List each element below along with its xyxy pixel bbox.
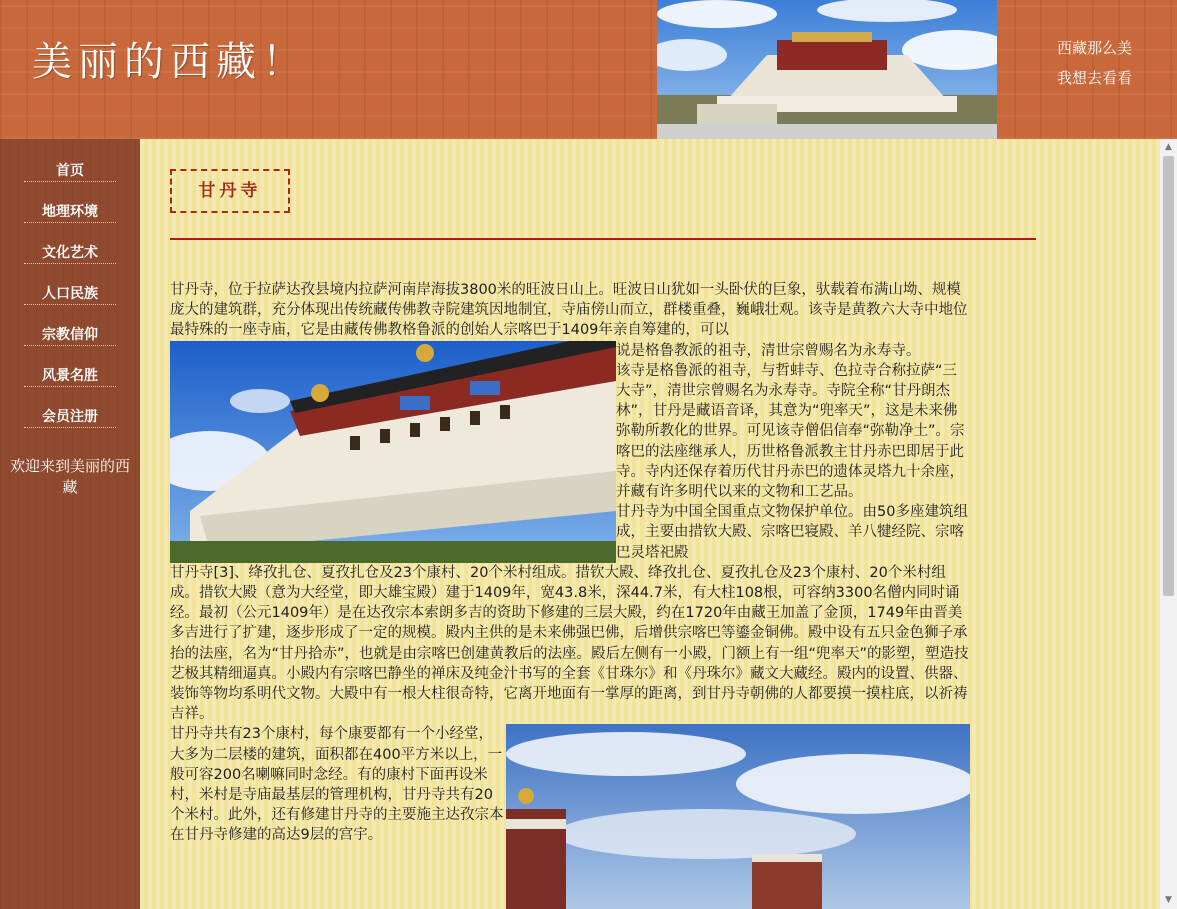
nav-scenery[interactable]: 风景名胜 (24, 359, 116, 387)
page-scrollbar[interactable] (1160, 139, 1177, 909)
site-title: 美丽的西藏！ (32, 39, 308, 85)
nav-geography[interactable]: 地理环境 (24, 195, 116, 223)
sidebar-welcome: 欢迎来到美丽的西藏 (9, 457, 130, 496)
paragraph-5: 甘丹寺共有23个康村，每个康要都有一个小经堂，大多为二层楼的建筑，面积都在400平方米以上，一般可容200名喇嘛同时念经。有的康村下面再设米村，米村是寺庙最基层的管理机构，甘丹寺共有20个米村。此外，还有修建甘丹寺的主要施主达孜宗本在甘丹寺修建的高达9层的宫宇。 (170, 726, 504, 844)
temple-photo-2 (506, 724, 970, 909)
header-tagline (1057, 33, 1132, 93)
paragraph-2: 该寺是格鲁派的祖寺，与哲蚌寺、色拉寺合称拉萨“三大寺”，清世宗曾赐名为永寿寺。寺院全称“甘丹朗杰林”，甘丹是藏语音译，其意为“兜率天”，这是未来佛弥勒所教化的世界。可见该寺僧侣信奉“弥勒净土”。宗喀巴的法座继承人，历世格鲁派教主甘丹赤巴即居于此寺。寺内还保存着历代甘丹赤巴的遗体灵塔九十余座，并藏有许多明代以来的文物和工艺品。 (616, 362, 965, 501)
temple-photo-1 (170, 341, 616, 563)
article-body (170, 280, 970, 909)
sidebar-nav (0, 139, 140, 909)
scrollbar-thumb[interactable] (1163, 156, 1174, 596)
scroll-down-icon[interactable]: ▼ (1165, 895, 1172, 905)
intro-paragraph: 甘丹寺，位于拉萨达孜县境内拉萨河南岸海拔3800米的旺波日山上。旺波日山犹如一头卧伏的巨象，驮载着布满山坳、规模庞大的建筑群，充分体现出传统藏传佛教寺院建筑因地制宜，寺庙傍山而立，群楼重叠，巍峨壮观。该寺是黄教六大寺中地位最特殊的一座寺庙，它是由藏传佛教格鲁派的创始人宗喀巴于1409年亲自筹建的，可以 (170, 282, 968, 339)
tagline-line-1: 西藏那么美 (1057, 39, 1133, 57)
nav-register[interactable]: 会员注册 (24, 400, 116, 428)
nav-home[interactable]: 首页 (24, 154, 116, 182)
scroll-up-icon[interactable]: ▲ (1165, 142, 1172, 152)
header (0, 0, 1177, 139)
page-title-tag: 甘丹寺 (170, 169, 290, 213)
header-potala-photo (657, 0, 997, 139)
paragraph-4: 甘丹寺[3]、绛孜扎仓、夏孜扎仓及23个康村、20个米村组成。措钦大殿、绛孜扎仓、夏孜扎仓及23个康村、20个米村组成。措钦大殿（意为大经堂，即大雄宝殿）建于1409年，宽43.8米，深44.7米，有大柱108根，可容纳3300名僧内同时诵经。最初（公元1409年）是在达孜宗本索朗多吉的资助下修建的三层大殿，约在1720年由藏王加盖了金顶，1749年由晋美多吉进行了扩建，逐步形成了一定的规模。殿内主供的是未来佛强巴佛，后增供宗喀巴等鎏金铜佛。殿中设有五只金色狮子承抬的法座，名为“甘丹拾赤”，也就是由宗喀巴创建黄教后的法座。殿后左侧有一小殿，门额上有一组“兜率天”的影塑，塑造技艺极其精细逼真。小殿内有宗喀巴静坐的禅床及纯金汁书写的全套《甘珠尔》和《丹珠尔》藏文大藏经。殿内的设置、供器、装饰等物均系明代文物。大殿中有一根大柱很奇特，它离开地面有一掌厚的距离，到甘丹寺朝佛的人都要摸一摸柱底，以祈祷吉祥。 (170, 564, 969, 723)
tagline-line-2: 我想去看看 (1057, 69, 1133, 87)
main-content (140, 139, 1160, 909)
nav-culture-art[interactable]: 文化艺术 (24, 236, 116, 264)
nav-population[interactable]: 人口民族 (24, 277, 116, 305)
nav-religion[interactable]: 宗教信仰 (24, 318, 116, 346)
title-divider (170, 238, 1036, 240)
paragraph-1: 说是格鲁教派的祖寺，清世宗曾赐名为永寿寺。 (616, 342, 921, 359)
paragraph-3: 甘丹寺为中国全国重点文物保护单位。由50多座建筑组成，主要由措钦大殿、宗喀巴寝殿、羊八犍经院、宗喀巴灵塔祀殿 (616, 504, 968, 561)
